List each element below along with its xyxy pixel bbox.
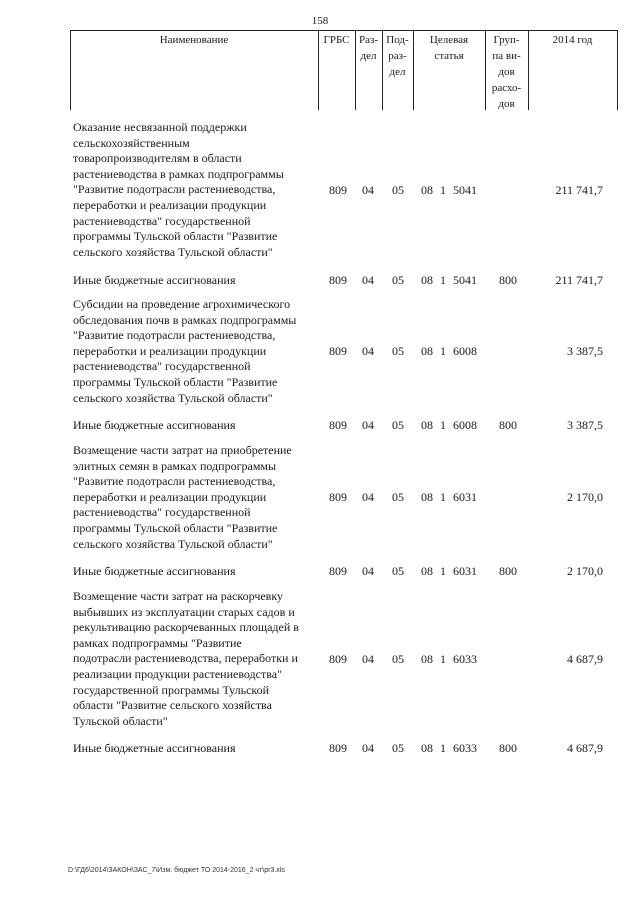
header-name: Наименование xyxy=(159,34,229,46)
cell-razdel: 04 xyxy=(362,490,374,504)
table-row xyxy=(0,443,640,553)
page-number: 158 xyxy=(311,15,329,27)
cell-grbs: 809 xyxy=(329,564,347,578)
cell-sum: 211 741,7 xyxy=(555,273,603,287)
header-grbs: ГРБС xyxy=(323,34,350,46)
header-target-article: Целевая статья xyxy=(429,34,469,62)
cell-expense-group: 800 xyxy=(499,273,517,287)
cell-grbs: 809 xyxy=(329,652,347,666)
cell-razdel: 04 xyxy=(362,183,374,197)
cell-expense-group: 800 xyxy=(499,564,517,578)
cell-razdel: 04 xyxy=(362,741,374,755)
cell-grbs: 809 xyxy=(329,183,347,197)
table-row xyxy=(0,418,640,434)
cell-sum: 3 387,5 xyxy=(567,344,603,358)
cell-sum: 3 387,5 xyxy=(567,418,603,432)
cell-expense-group: 800 xyxy=(499,418,517,432)
table-row xyxy=(0,120,640,261)
cell-target-article: 08 1 5041 xyxy=(421,273,477,287)
cell-sum: 4 687,9 xyxy=(567,652,603,666)
row-name: Возмещение части затрат на приобретение элитных семян в рамках подпрограммы "Развитие подотрасли растениеводства, переработки и реализации продукции растениеводства" государственной программы Тульской области "Развитие сельского хозяйства Тульской области" xyxy=(73,443,292,551)
table-row xyxy=(0,297,640,407)
row-name: Возмещение части затрат на раскорчевку выбывших из эксплуатации старых садов и рекультивацию раскорчеванных площадей в рамках подпрограммы "Развитие подотрасли растениеводства, переработки и реализации продукции растениеводства" государственной программы Тульской области "Развитие сельского хозяйства Тульской области" xyxy=(73,589,299,728)
cell-podrazdel: 05 xyxy=(392,564,404,578)
cell-target-article: 08 1 5041 xyxy=(421,183,477,197)
cell-sum: 4 687,9 xyxy=(567,741,603,755)
table-row xyxy=(0,741,640,757)
cell-target-article: 08 1 6008 xyxy=(421,418,477,432)
table-row xyxy=(0,589,640,730)
cell-expense-group: 800 xyxy=(499,741,517,755)
row-name: Иные бюджетные ассигнования xyxy=(73,564,236,578)
cell-podrazdel: 05 xyxy=(392,183,404,197)
cell-grbs: 809 xyxy=(329,418,347,432)
header-expense-group: Груп- па ви- дов расхо- дов xyxy=(491,34,522,110)
cell-podrazdel: 05 xyxy=(392,273,404,287)
cell-target-article: 08 1 6033 xyxy=(421,741,477,755)
table-row xyxy=(0,273,640,289)
cell-razdel: 04 xyxy=(362,564,374,578)
cell-razdel: 04 xyxy=(362,652,374,666)
cell-grbs: 809 xyxy=(329,741,347,755)
cell-razdel: 04 xyxy=(362,344,374,358)
header-divider xyxy=(617,30,618,110)
cell-podrazdel: 05 xyxy=(392,344,404,358)
cell-razdel: 04 xyxy=(362,418,374,432)
cell-sum: 2 170,0 xyxy=(567,564,603,578)
table-row xyxy=(0,564,640,580)
file-path-footer: D:\ГД6\2014\ЗАКОН\ЗАС_7\Изм. бюджет ТО 2014-2016_2 чт\pr3.xls xyxy=(68,867,285,874)
row-name: Иные бюджетные ассигнования xyxy=(73,418,236,432)
cell-sum: 2 170,0 xyxy=(567,490,603,504)
header-razdel: Раз- дел xyxy=(358,34,378,62)
cell-grbs: 809 xyxy=(329,344,347,358)
row-name: Иные бюджетные ассигнования xyxy=(73,273,236,287)
cell-target-article: 08 1 6033 xyxy=(421,652,477,666)
cell-podrazdel: 05 xyxy=(392,652,404,666)
header-podrazdel: Под- раз- дел xyxy=(386,34,409,78)
cell-target-article: 08 1 6031 xyxy=(421,564,477,578)
cell-podrazdel: 05 xyxy=(392,741,404,755)
cell-grbs: 809 xyxy=(329,490,347,504)
table-header xyxy=(70,30,618,110)
cell-podrazdel: 05 xyxy=(392,418,404,432)
header-top-border xyxy=(70,30,618,31)
row-name: Субсидии на проведение агрохимического обследования почв в рамках подпрограммы "Развитие подотрасли растениеводства, переработки и реализации продукции растениеводства" государственной программы Тульской области "Развитие сельского хозяйства Тульской области" xyxy=(73,297,297,405)
cell-razdel: 04 xyxy=(362,273,374,287)
row-name: Оказание несвязанной поддержки сельскохозяйственным товаропроизводителям в области растениеводства в рамках подпрограммы "Развитие подотрасли растениеводства, переработки и реализации продукции растениеводства" государственной программы Тульской области "Развитие сельского хозяйства Тульской области" xyxy=(73,120,284,259)
header-year: 2014 год xyxy=(552,34,593,46)
cell-sum: 211 741,7 xyxy=(555,183,603,197)
cell-podrazdel: 05 xyxy=(392,490,404,504)
cell-target-article: 08 1 6031 xyxy=(421,490,477,504)
cell-target-article: 08 1 6008 xyxy=(421,344,477,358)
cell-grbs: 809 xyxy=(329,273,347,287)
row-name: Иные бюджетные ассигнования xyxy=(73,741,236,755)
